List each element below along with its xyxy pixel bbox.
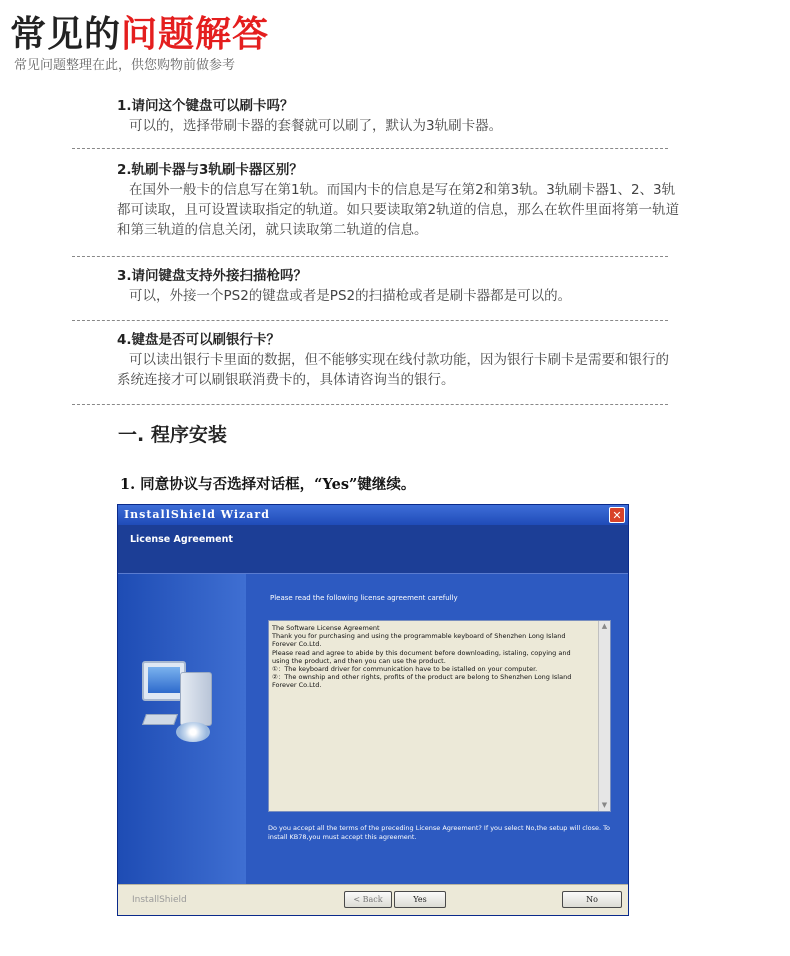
page-title-part2: 问题解答 xyxy=(121,14,270,55)
scroll-down-icon[interactable]: ▼ xyxy=(601,801,608,809)
window-title: InstallShield Wizard xyxy=(124,508,270,521)
accept-prompt: Do you accept all the terms of the preceding License Agreement? If you select No,the setup will close. To install KB78,you must accept this agreement. xyxy=(268,824,610,841)
wizard-header xyxy=(118,525,628,574)
installshield-brand: InstallShield xyxy=(132,895,187,905)
page-title-part1: 常见的 xyxy=(10,14,122,55)
license-line: Forever Co.Ltd. xyxy=(272,681,322,690)
license-line: Forever Co.Ltd. xyxy=(272,640,322,649)
wizard-header-title: License Agreement xyxy=(130,534,233,545)
step-heading: 1. 同意协议与否选择对话框，“Yes”键继续。 xyxy=(120,476,416,493)
license-line: The Software License Agreement xyxy=(272,624,380,632)
yes-button[interactable]: Yes xyxy=(394,891,446,908)
faq-question: 3.请问键盘支持外接扫描枪吗？ xyxy=(117,268,308,284)
faq-item-4 xyxy=(117,330,682,390)
divider xyxy=(72,404,668,405)
scroll-up-icon[interactable]: ▲ xyxy=(601,622,608,630)
divider xyxy=(72,148,668,149)
wizard-content xyxy=(246,574,629,884)
section-heading: 一. 程序安装 xyxy=(118,424,227,446)
faq-item-1 xyxy=(117,96,682,136)
page-title xyxy=(10,6,269,57)
page-subtitle: 常见问题整理在此，供您购物前做参考 xyxy=(14,58,236,73)
back-button[interactable]: < Back xyxy=(344,891,392,908)
wizard-side-panel xyxy=(118,574,246,884)
computer-tower-icon xyxy=(180,672,212,726)
license-line: ②：The ownship and other rights, profits of the product are belong to Shenzhen Long Island xyxy=(272,673,572,682)
keyboard-icon xyxy=(142,714,178,725)
window-titlebar[interactable] xyxy=(118,505,628,525)
license-line: Please read and agree to abide by this document before downloading, istaling, copying and xyxy=(272,648,571,657)
faq-question: 2.轨刷卡器与3轨刷卡器区别？ xyxy=(117,162,303,178)
faq-answer: 可以的，选择带刷卡器的套餐就可以刷了，默认为3轨刷卡器。 xyxy=(129,118,503,134)
installshield-window xyxy=(117,504,629,916)
faq-question: 4.键盘是否可以刷银行卡？ xyxy=(117,332,281,348)
license-scrollbar[interactable] xyxy=(598,621,610,811)
cd-disc-icon xyxy=(176,722,210,742)
license-line: Thank you for purchasing and using the programmable keyboard of Shenzhen Long Island xyxy=(272,632,566,641)
faq-item-2 xyxy=(117,160,682,240)
faq-question: 1.请问这个键盘可以刷卡吗？ xyxy=(117,98,294,114)
faq-item-3 xyxy=(117,266,682,306)
close-icon[interactable]: ✕ xyxy=(609,507,625,523)
divider xyxy=(72,320,668,321)
no-button[interactable]: No xyxy=(562,891,622,908)
faq-answer: 可以读出银行卡里面的数据，但不能够实现在线付款功能，因为银行卡刷卡是需要和银行的系统连接才可以刷银联消费卡的，具体请咨询当的银行。 xyxy=(117,352,669,388)
license-line: ①：The keyboard driver for communication have to be istalled on your computer. xyxy=(272,665,538,674)
faq-answer: 可以，外接一个PS2的键盘或者是PS2的扫描枪或者是刷卡器都是可以的。 xyxy=(129,288,572,304)
wizard-instruction: Please read the following license agreement carefully xyxy=(270,594,458,602)
wizard-button-bar xyxy=(118,884,628,916)
divider xyxy=(72,256,668,257)
license-line: using the product, and then you can use the product. xyxy=(272,656,446,665)
license-textbox[interactable] xyxy=(268,620,611,812)
faq-answer: 在国外一般卡的信息写在第1轨。而国内卡的信息是写在第2和第3轨。3轨刷卡器1、2、3轨都可读取，且可设置读取指定的轨道。如只要读取第2轨道的信息，那么在软件里面将第一轨道和第三轨道的信息关闭，就只读取第二轨道的信息。 xyxy=(117,182,680,238)
